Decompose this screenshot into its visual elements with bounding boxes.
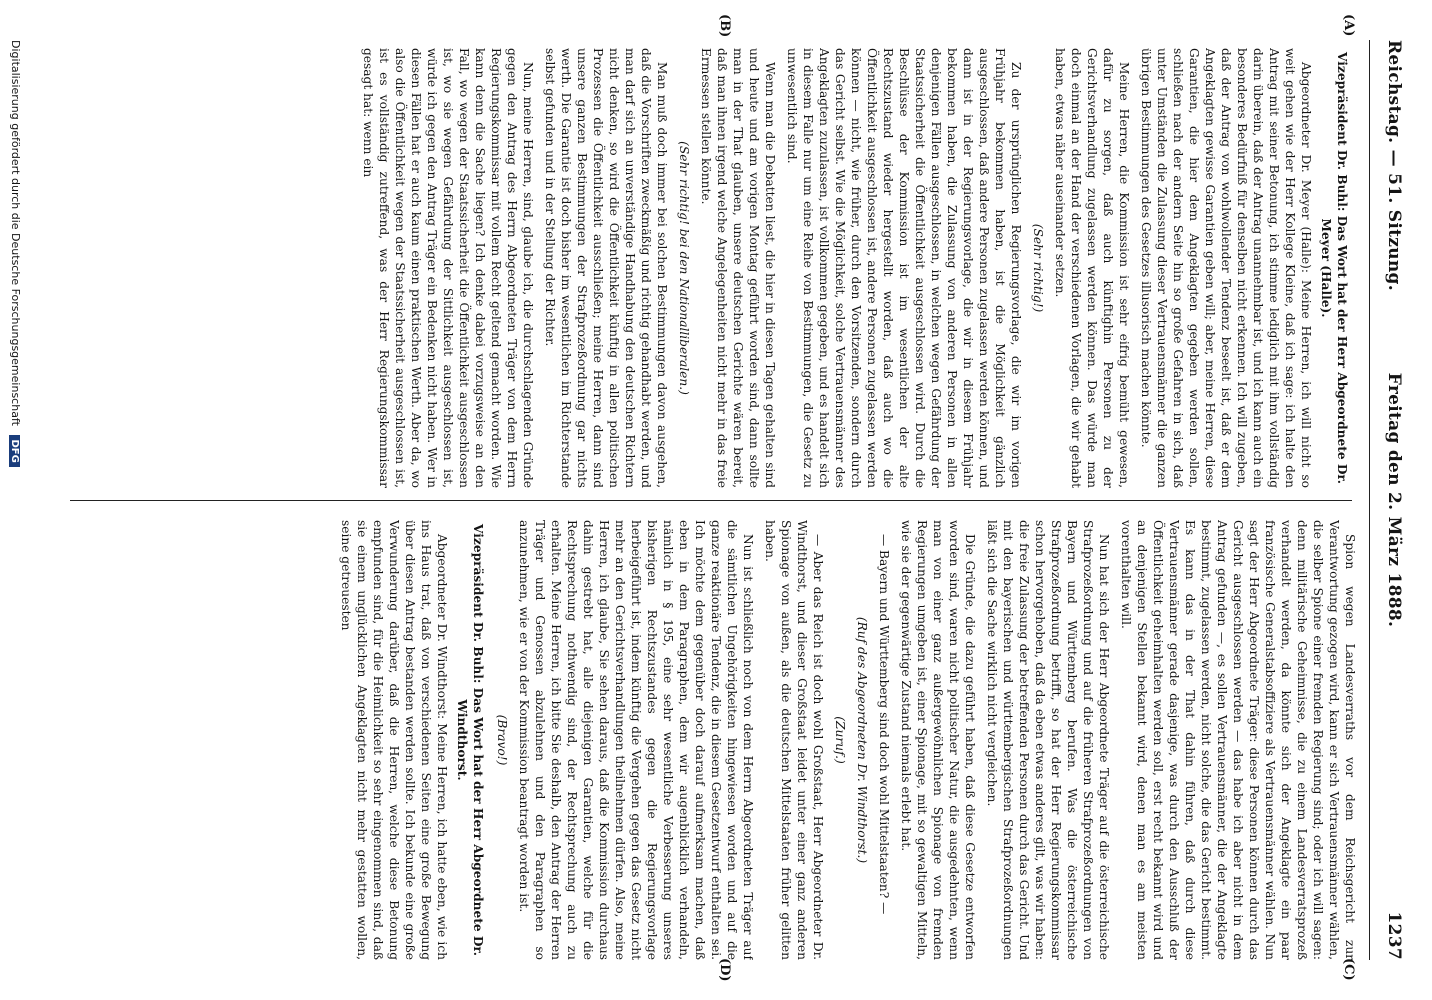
paragraph: Nun hat sich der Herr Abgeordnete Träger auf die österreichische Strafprozeßordnung und auf die früheren Strafprozeßordnungen von Bayern und Württemberg berufen. Was die österreichische Strafprozeßordnung betrifft, so hat der Herr Regierungskommissar schon hervorgehoben, daß da eben etwas anderes gilt, was wir haben: die freie Zulassung der betreffenden Personen durch das Gericht. Und mit den bayerischen und württembergischen Strafprozeßordnungen läßt sich die Sache wirklich nicht vergleichen. bbox=[985, 520, 1111, 960]
margin-mark-b: (B) bbox=[717, 14, 732, 38]
header-left: Reichstag. — 51. Sitzung. bbox=[1384, 40, 1404, 291]
footer-text: Digitalisierung gefördert durch die Deutsche Forschungsgemeinschaft bbox=[9, 40, 22, 426]
paragraph: Die Gründe, die dazu geführt haben, daß diese Gesetze entworfen worden sind, waren nicht politischer Natur, die ausgedehnten, wenn man von einer ganz außergewöhnlichen Spionage von fremden Regierungen umgeben ist, einer Spionage, mit so gewaltigen Mitteln, wie sie der gegenwärtige Zustand niemals erlebt hat. bbox=[899, 520, 977, 960]
interjection: (Ruf des Abgeordneten Dr. Windthorst.) bbox=[855, 616, 869, 864]
paragraph: Abgeordneter Dr. Windthorst: Meine Herren, ich hatte eben, wie ich ins Haus trat, daß von verschiedenen Seiten eine große Bewegung über diesen Antrag bestanden werden sollte. Ich bekunde eine große Verwunderung darüber, daß die Herren, welche diese Betonung empfunden sind, für die Heimlichkeit so sehr eingenommen sind, daß sie einem unglücklichen Angeklagten nicht mehr gestatten wollen, seine getreuesten bbox=[339, 520, 449, 960]
digitization-footer bbox=[0, 0, 30, 1000]
page-header bbox=[1376, 40, 1410, 960]
paragraph: Zu der ursprünglichen Regierungsvorlage, die wir im vorigen Frühjahr bekommen haben, ist die Möglichkeit gänzlich ausgeschlossen, daß andere Personen zugelassen werden können, und dann ist in der Regierungsvorlage, die wir in diesem Frühjahr bekommen haben, die Zulassung von anderen Personen in allen denjenigen Fällen ausgeschlossen, in welchen wegen Gefährdung der Staatssicherheit die Öffentlichkeit ausgeschlossen wird. Durch die Beschlüsse der Kommission ist im wesentlichen der alte Rechtszustand wieder hergestellt worden, daß auch wo die Öffentlichkeit ausgeschlossen ist, andere Personen zugelassen werden können — nicht, wie früher, durch den Vorsitzenden, sondern durch das Gericht selbst. Wie die Möglichkeit, solche Vertrauensmänner des Angeklagten zuzulassen, ist vollkommen gegeben, und es handelt sich in diesem Falle nur um eine Reihe von Bestimmungen, die Gesetz zu unwesentlich sind. bbox=[785, 48, 1023, 488]
margin-mark-a: (A) bbox=[1341, 14, 1356, 37]
paragraph: Nun, meine Herren, sind, glaube ich, die durchschlagenden Gründe gegen den Antrag des Herrn Abgeordneten Träger von dem Herrn Regierungskommissar mit vollem Recht geltend gemacht worden. Wie kann denn die Sache liegen? Ich denke dabei vorzugsweise an den Fall, wo wegen der Staatssicherheit die Öffentlichkeit ausgeschlossen ist, wo sie wegen Gefährdung der Sittlichkeit ausgeschlossen ist, würde ich gegen den Antrag Träger ein Bedenken nicht haben. Wer in diesen Fällen hat er auch kaum einen praktischen Werth. Aber da, wo also die Öffentlichkeit wegen der Staatssicherheit ausgeschlossen ist, ist es vollständig zutreffend, was der Herr Regierungskommissar gesagt hat: wenn ein bbox=[361, 48, 535, 488]
dfg-logo: DFG bbox=[9, 435, 20, 466]
paragraph: Spion wegen Landesverraths vor dem Reichsgericht zur Verantwortung gezogen wird, kann er sich Vertrauensmänner wählen, die selber Spione einer fremden Regierung sind; oder ich will sagen: denn militärische Geheimnisse, die zu einem Landesverratsprozeß verhandelt werden, da könnte sich der Angeklagte ein paar französische Generalstabsoffiziere als Vertrauensmänner wählen. Nun sagt der Herr Abgeordnete Träger: diese Personen können durch das Gericht ausgeschlossen werden — das habe ich aber nicht in dem Antrag gefunden —, es sollen Vertrauensmänner, die der Angeklagte bestimmt, zugelassen werden, nicht solche, die das Gericht bestimmt. Es kann das in der That dahin führen, daß durch diese Vertrauensmänner gerade dasjenige, was durch den Ausschluß der Öffentlichkeit geheimhalten werden soll, erst recht bekannt wird und an denjenigen Stellen bekannt wird, denen man es am meisten vorenthalten will. bbox=[1119, 520, 1357, 960]
paragraph: Man muß doch immer bei solchen Bestimmungen davon ausgehen, daß die Vorschriften zweckmäßig und richtig gehandhabt werden, und man darf sich an unverständige Handhabung den deutschen Richtern nicht denken, so wird die Öffentlichkeit künftig in allen politischen Prozessen die Öffentlichkeit ausschließen; meine Herren, dann sind unsere ganzen Bestimmungen der Strafprozeßordnung gar nichts werth. Die Garantie ist doch bisher im wesentlichen im Richterstande selbst gefunden und in der Stellung der Richter. bbox=[543, 48, 669, 488]
speaker-heading: Vizepräsident Dr. Buhl: Das Wort hat der Herr Abgeordnete Dr. Meyer (Halle). bbox=[1319, 52, 1349, 484]
header-rule bbox=[1369, 40, 1370, 960]
paragraph: — Aber das Reich ist doch wohl Großstaat, Herr Abgeordneter Dr. Windthorst, und dieser Großstaat leidet unter einer ganz anderen Spionage von außen, als die deutschen Mittelstaaten früher gelitten haben. bbox=[763, 520, 825, 960]
paragraph: Nun ist schließlich noch von dem Herrn Abgeordneten Träger auf die sämtlichen Ungehörigkeiten hingewiesen worden und auf die ganze reaktionäre Tendenz, die in diesem Gesetzentwurf enthalten sei. Ich möchte dem gegenüber doch darauf aufmerksam machen, daß eben in dem Paragraphen, dem wir augenblicklich verhandeln, nämlich in § 195, eine sehr wesentliche Verbesserung unseres bisherigen Rechtszustandes gegen die Regierungsvorlage herbeigeführt ist, indem künftig die Vergehen gegen das Gesetz nicht mehr an den Gerichtsverhandlungen theilnehmen dürfen. Also, meine Herren, ich glaube, Sie sehen daraus, daß die Kommission durchaus dahin gestrebt hat, alle diejenigen Garantien, welche für die Rechtsprechung nothwendig sind, der Rechtsprechung auch zu erhalten. Meine Herren, ich bitte Sie deshalb, den Antrag der Herren Träger und Genossen abzulehnen und den Paragraphen so anzunehmen, wie er von der Kommission beantragt worden ist. bbox=[517, 520, 755, 960]
right-column bbox=[70, 520, 1358, 960]
interjection: (Zuruf.) bbox=[833, 716, 847, 764]
paragraph: — Bayern und Württemberg sind doch wohl Mittelstaaten? — bbox=[877, 534, 891, 915]
margin-mark-d: (D) bbox=[717, 958, 732, 982]
speaker-heading: Vizepräsident Dr. Buhl: Das Wort hat der Herr Abgeordnete Dr. Windthorst. bbox=[455, 524, 485, 956]
interjection: (Bravo!) bbox=[495, 714, 509, 766]
left-column bbox=[70, 48, 1358, 488]
interjection: (Sehr richtig! bei den Nationalliberalen.) bbox=[677, 141, 691, 395]
margin-mark-c: (C) bbox=[1341, 958, 1356, 981]
interjection: (Sehr richtig!) bbox=[1031, 223, 1045, 313]
header-date: Freitag den 2. März 1888. bbox=[1384, 372, 1404, 628]
paragraph: Wenn man die Debatten liest, die hier in diesen Tagen gehalten sind und heute und am vorigen Montag geführt worden sind, dann sollte man in der That glauben, unsere deutschen Gerichte wären bereit, daß man ihnen irgend welche Angelegenheiten nicht mehr in das freie Ermessen stellen könnte. bbox=[699, 48, 777, 488]
page-number: 1237 bbox=[1384, 911, 1404, 960]
column-divider bbox=[70, 500, 1352, 501]
paragraph: Abgeordneter Dr. Meyer (Halle): Meine Herren, ich will nicht so weit gehen wie der Herr Kollege Kleine, daß ich sage: ich halte den Antrag mit seiner Betonung, ich stimme lediglich mit ihm vollständig darin überein, daß der Antrag unannehmbar ist, und ich kann auch ein besonderes Bedürfniß für denselben nicht erkennen. Ich will zugeben, daß der Antrag von wohlwollender Tendenz beseelt ist, daß er dem Angeklagten gewisse Garantien geben will; aber, meine Herren, diese Garantien, die hier dem Angeklagten gegeben werden sollen, schließen nach der andern Seite hin so große Gefahren in sich, daß unter Umständen die Zulassung dieser Vertrauensmänner die ganzen übrigen Bestimmungen des Gesetzes illusorisch machen könnte. bbox=[1139, 48, 1313, 488]
paragraph: Meine Herren, die Kommission ist sehr eifrig bemüht gewesen, dafür zu sorgen, daß auch künftighin Personen zu der Gerichtsverhandlung zugelassen werden können. Das würde man doch einmal an der Hand der verschiedenen Vorlagen, die wir gehabt haben, etwas näher auseinander setzen. bbox=[1053, 48, 1131, 488]
